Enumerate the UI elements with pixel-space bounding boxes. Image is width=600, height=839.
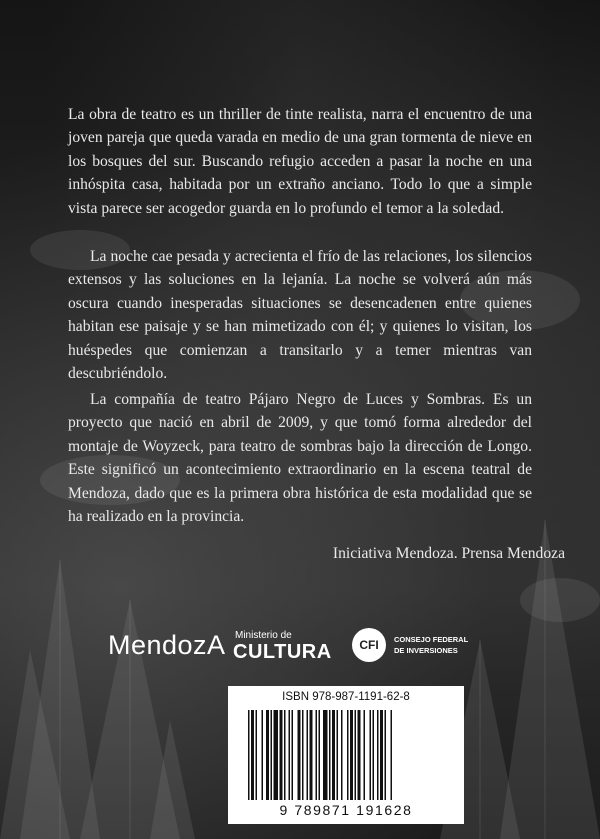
cfi-name-line-1: CONSEJO FEDERAL — [394, 635, 469, 644]
barcode-bar — [248, 710, 250, 800]
barcode-bar — [262, 710, 264, 800]
barcode-bar — [298, 710, 301, 800]
blurb-paragraph-3: La compañía de teatro Pájaro Negro de Luces y Sombras. Es un proyecto que nació en abril de 2009, y que tomó forma alrededor del montaje de Woyzeck, para teatro de sombras bajo la dirección de Longo. Este significó un acontecimiento extraordinario en la escena teatral de Mendoza, dado que es la primera obra histórica de esta modalidad que se ha realizado en la provincia. — [68, 391, 532, 526]
barcode-bar — [256, 710, 258, 800]
ministerio-label: Ministerio de — [235, 630, 292, 641]
barcode-bar — [337, 710, 339, 800]
press-credit: Iniciativa Mendoza. Prensa Mendoza — [332, 545, 565, 562]
barcode-bar — [385, 710, 387, 800]
barcode-bar — [341, 710, 343, 800]
barcode-bar — [292, 710, 294, 800]
cfi-logo — [352, 627, 472, 665]
barcode-bar — [380, 710, 383, 800]
barcode-bar — [284, 710, 286, 800]
isbn-label: ISBN 978-987-1191-62-8 — [282, 691, 410, 703]
barcode-bar — [370, 710, 372, 800]
barcode-bar — [251, 710, 254, 800]
cfi-mark: CFI — [352, 628, 386, 662]
barcode-bar — [355, 710, 357, 800]
barcode-bar — [280, 710, 283, 800]
barcode-bar — [310, 710, 313, 800]
barcode-digits: 9 789871 191628 — [279, 802, 413, 818]
barcode-bar — [391, 710, 393, 800]
barcode-bar — [266, 710, 269, 800]
cultura-label: CULTURA — [233, 641, 332, 663]
barcode-bar — [274, 710, 279, 800]
barcode-bar — [316, 710, 318, 800]
mendoza-cultura-logo — [108, 628, 332, 666]
barcode-bar — [350, 710, 353, 800]
barcode-bar — [332, 710, 335, 800]
blurb-paragraph-2: La noche cae pesada y acrecienta el frío de las relaciones, los silencios extensos y las soluciones en la lejanía. La noche se volverá aún más oscura cuando inesperadas situaciones se desencadenen entre quienes habitan ese paisaje y se han mimetizado con él; y quienes lo visitan, los huéspedes que comienzan a transitarlo y a temer mientras van descubriéndolo. — [68, 248, 532, 383]
blurb-paragraph-1: La obra de teatro es un thriller de tinte realista, narra el encuentro de una joven pareja que queda varada en medio de una gran tormenta de nieve en los bosques del sur. Buscando refugio acceden a pasar la noche en una inhóspita casa, habitada por un extraño anciano. Todo lo que a simple vista parece ser acogedor guarda en lo profundo el temor a la soledad. — [68, 106, 532, 217]
barcode-bar — [289, 710, 291, 800]
barcode-bar — [364, 710, 366, 800]
barcode-bar — [323, 710, 328, 800]
barcode-bar — [329, 710, 331, 800]
cfi-name-line-2: DE INVERSIONES — [394, 646, 458, 655]
barcode-bar — [302, 710, 304, 800]
barcode-bar — [347, 710, 349, 800]
barcode-bar — [307, 710, 309, 800]
barcode-bar — [271, 710, 273, 800]
mendoza-logo-word: MendozA — [108, 630, 226, 660]
barcode-bar — [377, 710, 379, 800]
isbn-barcode — [228, 686, 464, 824]
barcode-bar — [358, 710, 361, 800]
barcode-bar — [373, 710, 375, 800]
barcode-bar — [319, 710, 321, 800]
